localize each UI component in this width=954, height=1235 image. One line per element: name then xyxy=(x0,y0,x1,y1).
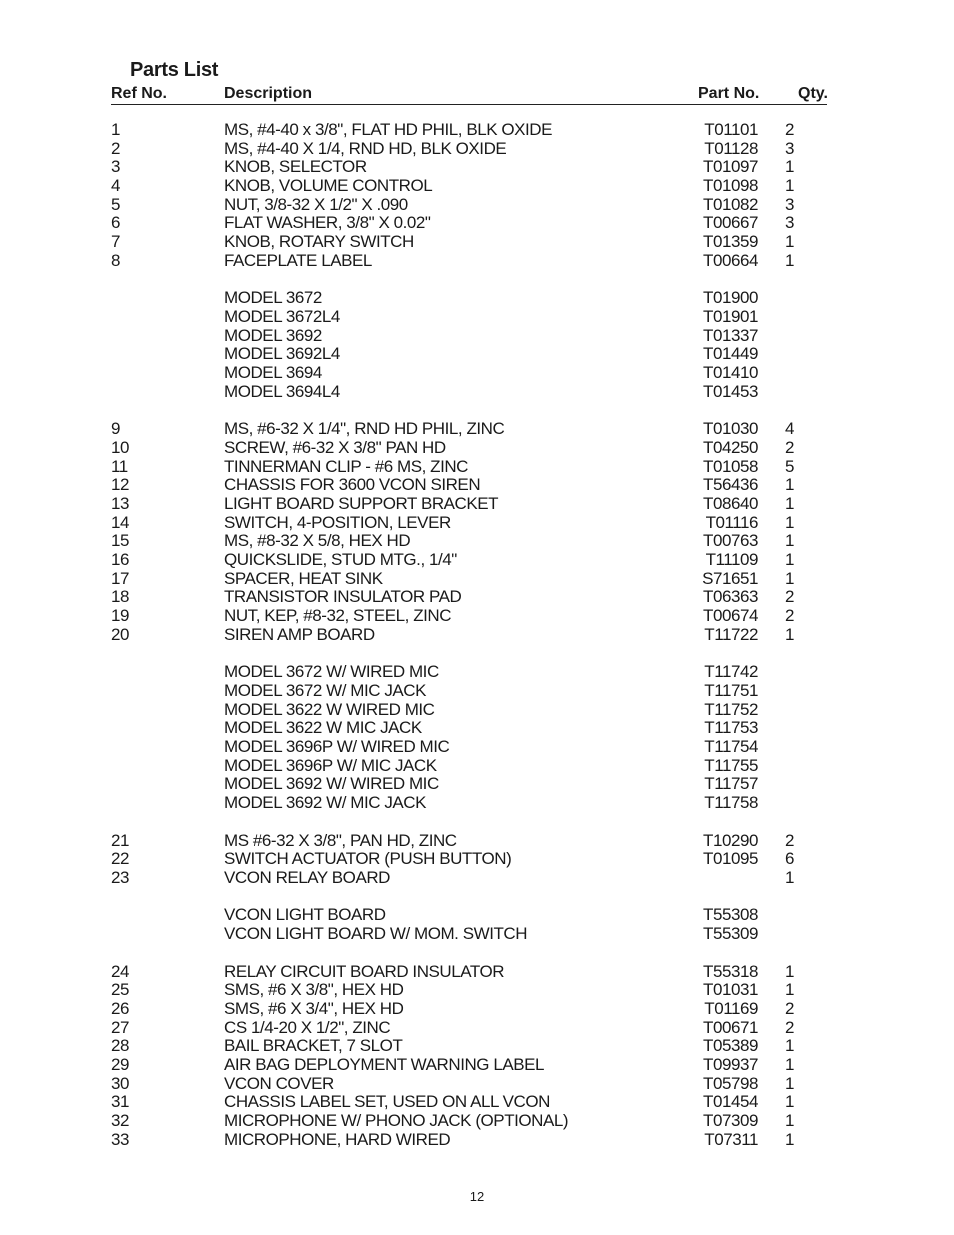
table-row xyxy=(111,476,827,495)
part-number-cell: T11754 xyxy=(704,737,758,757)
parts-group xyxy=(111,906,827,943)
description-cell: SPACER, HEAT SINK xyxy=(224,568,383,588)
description-cell: VCON LIGHT BOARD W/ MOM. SWITCH xyxy=(224,924,528,944)
description-cell: MODEL 3622 W MIC JACK xyxy=(224,718,422,738)
description-cell: MICROPHONE W/ PHONO JACK (OPTIONAL) xyxy=(224,1111,569,1131)
qty-cell: 1 xyxy=(785,1036,795,1056)
part-number-cell: T10290 xyxy=(703,830,758,850)
table-row xyxy=(111,1131,827,1150)
qty-cell: 6 xyxy=(785,849,795,869)
part-number-cell: T01901 xyxy=(703,306,758,326)
table-row xyxy=(111,308,827,327)
part-number-cell: T04250 xyxy=(703,437,758,457)
table-row xyxy=(111,495,827,514)
qty-cell: 4 xyxy=(785,419,795,439)
qty-cell: 1 xyxy=(785,475,795,495)
table-row xyxy=(111,1075,827,1094)
table-row xyxy=(111,701,827,720)
description-cell: CHASSIS FOR 3600 VCON SIREN xyxy=(224,475,481,495)
description-cell: MS, #4-40 x 3/8", FLAT HD PHIL, BLK OXIDE xyxy=(224,120,553,139)
part-number-cell: T05389 xyxy=(703,1036,758,1056)
ref-cell: 31 xyxy=(111,1092,130,1112)
description-cell: KNOB, ROTARY SWITCH xyxy=(224,232,414,252)
parts-group xyxy=(111,121,827,271)
table-row xyxy=(111,196,827,215)
part-number-cell: T11751 xyxy=(704,680,758,700)
ref-cell: 14 xyxy=(111,512,130,532)
description-cell: MS, #6-32 X 1/4", RND HD PHIL, ZINC xyxy=(224,419,505,439)
qty-cell: 1 xyxy=(785,250,795,270)
part-number-cell: T01449 xyxy=(703,344,758,364)
parts-group xyxy=(111,832,827,888)
qty-cell: 2 xyxy=(785,1017,795,1037)
description-cell: NUT, 3/8-32 X 1/2" X .090 xyxy=(224,194,408,214)
description-cell: MODEL 3696P W/ MIC JACK xyxy=(224,755,437,775)
table-row xyxy=(111,233,827,252)
table-row xyxy=(111,140,827,159)
description-cell: QUICKSLIDE, STUD MTG., 1/4" xyxy=(224,550,457,570)
qty-cell: 1 xyxy=(785,1129,795,1149)
qty-cell: 1 xyxy=(785,493,795,513)
table-row xyxy=(111,925,827,944)
part-number-cell: T01128 xyxy=(704,138,758,158)
ref-cell: 28 xyxy=(111,1036,130,1056)
part-number-cell: T05798 xyxy=(703,1073,758,1093)
ref-cell: 30 xyxy=(111,1073,130,1093)
table-row xyxy=(111,663,827,682)
description-cell: RELAY CIRCUIT BOARD INSULATOR xyxy=(224,961,505,981)
qty-cell: 1 xyxy=(785,568,795,588)
description-cell: SCREW, #6-32 X 3/8" PAN HD xyxy=(224,437,446,457)
parts-table xyxy=(111,121,827,1168)
ref-cell: 25 xyxy=(111,980,130,1000)
description-cell: AIR BAG DEPLOYMENT WARNING LABEL xyxy=(224,1055,545,1075)
ref-cell: 33 xyxy=(111,1129,130,1149)
ref-cell: 7 xyxy=(111,232,121,252)
qty-cell: 5 xyxy=(785,456,795,476)
table-row xyxy=(111,869,827,888)
ref-cell: 6 xyxy=(111,213,121,233)
ref-cell: 23 xyxy=(111,867,130,887)
ref-cell: 17 xyxy=(111,568,130,588)
table-row xyxy=(111,588,827,607)
table-row xyxy=(111,1037,827,1056)
part-number-cell: T08640 xyxy=(703,493,758,513)
part-number-cell: T01082 xyxy=(703,194,758,214)
qty-cell: 2 xyxy=(785,998,795,1018)
description-cell: KNOB, VOLUME CONTROL xyxy=(224,176,433,196)
description-cell: CS 1/4-20 X 1/2", ZINC xyxy=(224,1017,391,1037)
ref-cell: 22 xyxy=(111,849,130,869)
parts-group xyxy=(111,663,827,813)
description-cell: NUT, KEP, #8-32, STEEL, ZINC xyxy=(224,606,452,626)
qty-cell: 1 xyxy=(785,531,795,551)
part-number-cell: T01900 xyxy=(703,288,758,308)
description-cell: MS #6-32 X 3/8", PAN HD, ZINC xyxy=(224,830,457,850)
column-header-qty: Qty. xyxy=(798,85,828,102)
part-number-cell: T01337 xyxy=(703,325,758,345)
ref-cell: 27 xyxy=(111,1017,130,1037)
part-number-cell: T01058 xyxy=(703,456,758,476)
table-row xyxy=(111,682,827,701)
part-number-cell: T11742 xyxy=(704,662,758,682)
page-number: 12 xyxy=(469,1189,485,1204)
ref-cell: 12 xyxy=(111,475,130,495)
part-number-cell: T11757 xyxy=(704,774,758,794)
part-number-cell: T00671 xyxy=(703,1017,758,1037)
description-cell: BAIL BRACKET, 7 SLOT xyxy=(224,1036,403,1056)
table-row xyxy=(111,1000,827,1019)
table-row xyxy=(111,906,827,925)
table-row xyxy=(111,794,827,813)
ref-cell: 16 xyxy=(111,550,130,570)
table-row xyxy=(111,757,827,776)
part-number-cell: T11722 xyxy=(704,624,758,644)
qty-cell: 1 xyxy=(785,550,795,570)
qty-cell: 1 xyxy=(785,232,795,252)
description-cell: MODEL 3672L4 xyxy=(224,306,340,326)
description-cell: MODEL 3692L4 xyxy=(224,344,340,364)
table-row xyxy=(111,963,827,982)
column-header-description: Description xyxy=(224,85,313,102)
qty-cell: 1 xyxy=(785,157,795,177)
part-number-cell: T00664 xyxy=(703,250,758,270)
part-number-cell: T56436 xyxy=(703,475,758,495)
description-cell: MODEL 3694 xyxy=(224,363,322,383)
ref-cell: 3 xyxy=(111,157,121,177)
page-title: Parts List xyxy=(130,59,219,81)
part-number-cell: T09937 xyxy=(703,1055,758,1075)
part-number-cell: T07311 xyxy=(704,1129,758,1149)
description-cell: MODEL 3692 xyxy=(224,325,322,345)
part-number-cell: T00763 xyxy=(703,531,758,551)
ref-cell: 29 xyxy=(111,1055,130,1075)
qty-cell: 3 xyxy=(785,194,795,214)
qty-cell: 1 xyxy=(785,961,795,981)
ref-cell: 20 xyxy=(111,624,130,644)
column-header-part: Part No. xyxy=(698,85,760,102)
part-number-cell: T01169 xyxy=(704,998,758,1018)
ref-cell: 9 xyxy=(111,419,121,439)
table-row xyxy=(111,551,827,570)
description-cell: MODEL 3692 W/ WIRED MIC xyxy=(224,774,439,794)
description-cell: MODEL 3672 W/ WIRED MIC xyxy=(224,662,439,682)
ref-cell: 18 xyxy=(111,587,130,607)
parts-group xyxy=(111,420,827,644)
part-number-cell: T01095 xyxy=(703,849,758,869)
description-cell: VCON COVER xyxy=(224,1073,334,1093)
description-cell: MS, #4-40 X 1/4, RND HD, BLK OXIDE xyxy=(224,138,507,158)
part-number-cell: T11752 xyxy=(704,699,758,719)
parts-group xyxy=(111,289,827,401)
ref-cell: 5 xyxy=(111,194,121,214)
table-row xyxy=(111,289,827,308)
ref-cell: 21 xyxy=(111,830,130,850)
description-cell: FACEPLATE LABEL xyxy=(224,250,372,270)
table-row xyxy=(111,719,827,738)
ref-cell: 19 xyxy=(111,606,130,626)
table-row xyxy=(111,383,827,402)
description-cell: VCON LIGHT BOARD xyxy=(224,905,386,925)
part-number-cell: T01031 xyxy=(703,980,758,1000)
qty-cell: 1 xyxy=(785,1055,795,1075)
table-row xyxy=(111,850,827,869)
table-row xyxy=(111,570,827,589)
qty-cell: 2 xyxy=(785,587,795,607)
qty-cell: 2 xyxy=(785,437,795,457)
description-cell: MODEL 3672 xyxy=(224,288,322,308)
ref-cell: 32 xyxy=(111,1111,130,1131)
table-row xyxy=(111,458,827,477)
description-cell: MODEL 3622 W WIRED MIC xyxy=(224,699,435,719)
part-number-cell: T55309 xyxy=(703,924,758,944)
table-row xyxy=(111,1019,827,1038)
table-row xyxy=(111,364,827,383)
description-cell: MICROPHONE, HARD WIRED xyxy=(224,1129,451,1149)
column-header-ref: Ref No. xyxy=(111,85,167,102)
description-cell: TRANSISTOR INSULATOR PAD xyxy=(224,587,462,607)
qty-cell: 2 xyxy=(785,120,795,139)
description-cell: FLAT WASHER, 3/8" X 0.02" xyxy=(224,213,431,233)
part-number-cell: T00667 xyxy=(703,213,758,233)
description-cell: SMS, #6 X 3/4", HEX HD xyxy=(224,998,404,1018)
ref-cell: 13 xyxy=(111,493,130,513)
table-row xyxy=(111,327,827,346)
ref-cell: 11 xyxy=(111,456,128,476)
part-number-cell: T01116 xyxy=(705,512,758,532)
parts-group xyxy=(111,963,827,1150)
ref-cell: 4 xyxy=(111,176,121,196)
qty-cell: 1 xyxy=(785,867,795,887)
table-row xyxy=(111,345,827,364)
part-number-cell: S71651 xyxy=(702,568,758,588)
description-cell: MODEL 3672 W/ MIC JACK xyxy=(224,680,427,700)
description-cell: KNOB, SELECTOR xyxy=(224,157,367,177)
description-cell: SMS, #6 X 3/8", HEX HD xyxy=(224,980,404,1000)
table-header xyxy=(111,84,827,105)
qty-cell: 1 xyxy=(785,1073,795,1093)
table-row xyxy=(111,532,827,551)
qty-cell: 1 xyxy=(785,1092,795,1112)
table-row xyxy=(111,214,827,233)
part-number-cell: T11758 xyxy=(704,793,758,813)
table-row xyxy=(111,1093,827,1112)
table-row xyxy=(111,420,827,439)
ref-cell: 24 xyxy=(111,961,130,981)
qty-cell: 1 xyxy=(785,512,795,532)
description-cell: SWITCH, 4-POSITION, LEVER xyxy=(224,512,451,532)
qty-cell: 1 xyxy=(785,176,795,196)
part-number-cell: T11109 xyxy=(705,550,758,570)
qty-cell: 2 xyxy=(785,606,795,626)
part-number-cell: T01453 xyxy=(703,381,758,401)
part-number-cell: T01359 xyxy=(703,232,758,252)
ref-cell: 15 xyxy=(111,531,130,551)
description-cell: VCON RELAY BOARD xyxy=(224,867,390,887)
table-row xyxy=(111,607,827,626)
part-number-cell: T11755 xyxy=(704,755,758,775)
qty-cell: 1 xyxy=(785,624,795,644)
part-number-cell: T00674 xyxy=(703,606,758,626)
table-row xyxy=(111,981,827,1000)
qty-cell: 1 xyxy=(785,1111,795,1131)
part-number-cell: T06363 xyxy=(703,587,758,607)
part-number-cell: T01097 xyxy=(703,157,758,177)
description-cell: MS, #8-32 X 5/8, HEX HD xyxy=(224,531,411,551)
part-number-cell: T01101 xyxy=(704,120,758,139)
table-row xyxy=(111,439,827,458)
description-cell: SWITCH ACTUATOR (PUSH BUTTON) xyxy=(224,849,512,869)
description-cell: TINNERMAN CLIP - #6 MS, ZINC xyxy=(224,456,469,476)
part-number-cell: T55308 xyxy=(703,905,758,925)
qty-cell: 2 xyxy=(785,830,795,850)
part-number-cell: T01098 xyxy=(703,176,758,196)
table-row xyxy=(111,738,827,757)
description-cell: LIGHT BOARD SUPPORT BRACKET xyxy=(224,493,499,513)
ref-cell: 10 xyxy=(111,437,130,457)
table-row xyxy=(111,158,827,177)
table-row xyxy=(111,121,827,140)
ref-cell: 2 xyxy=(111,138,121,158)
part-number-cell: T07309 xyxy=(703,1111,758,1131)
description-cell: MODEL 3696P W/ WIRED MIC xyxy=(224,737,450,757)
part-number-cell: T55318 xyxy=(703,961,758,981)
qty-cell: 3 xyxy=(785,213,795,233)
ref-cell: 1 xyxy=(111,120,121,139)
ref-cell: 26 xyxy=(111,998,130,1018)
ref-cell: 8 xyxy=(111,250,121,270)
qty-cell: 1 xyxy=(785,980,795,1000)
part-number-cell: T01454 xyxy=(703,1092,758,1112)
part-number-cell: T11753 xyxy=(704,718,758,738)
table-row xyxy=(111,177,827,196)
description-cell: SIREN AMP BOARD xyxy=(224,624,375,644)
table-row xyxy=(111,832,827,851)
part-number-cell: T01410 xyxy=(703,363,758,383)
part-number-cell: T01030 xyxy=(703,419,758,439)
table-row xyxy=(111,252,827,271)
description-cell: MODEL 3692 W/ MIC JACK xyxy=(224,793,427,813)
table-row xyxy=(111,514,827,533)
table-row xyxy=(111,1056,827,1075)
qty-cell: 3 xyxy=(785,138,795,158)
table-row xyxy=(111,626,827,645)
description-cell: MODEL 3694L4 xyxy=(224,381,340,401)
table-row xyxy=(111,1112,827,1131)
table-row xyxy=(111,775,827,794)
description-cell: CHASSIS LABEL SET, USED ON ALL VCON xyxy=(224,1092,550,1112)
